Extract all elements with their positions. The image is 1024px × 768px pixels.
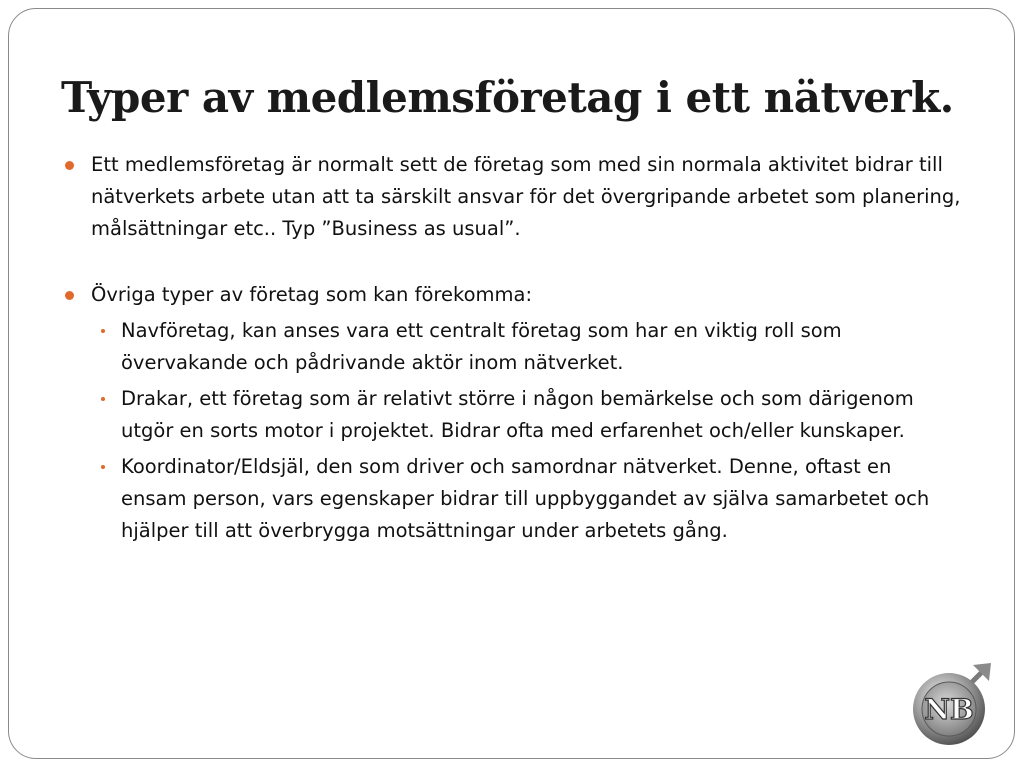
bullet-term: Koordinator/Eldsjäl [121,455,304,478]
sub-bullet-item [91,383,961,447]
bullet-dot-icon [65,291,74,300]
sub-bullet-text [121,455,929,542]
bullet-term: Drakar, [121,387,194,410]
slide [8,8,1015,759]
nb-logo-icon [909,659,999,749]
sub-bullet-dot-icon [101,329,105,333]
bullet-text: Övriga typer av företag som kan förekomma: [91,283,533,306]
bullet-term: medlemsföretag [124,153,286,176]
nb-logo-text: NB [924,693,974,726]
bullet-run: är normalt sett de företag som med sin normala aktivitet bidrar till nätverkets arbete utan att ta särskilt ansvar för det övergripande arbetet som planering, målsättningar etc.. Typ [91,153,961,240]
bullet-run: Ett [91,153,125,176]
bullet-term: ”Business as usual”. [321,217,521,240]
bullet-item [61,149,961,245]
bullet-run: kan anses vara ett centralt företag som har en viktig roll som övervakande och pådrivande aktör inom nätverket. [121,319,842,374]
sub-bullet-dot-icon [101,397,105,401]
bullet-list [61,149,961,547]
sub-bullet-item [91,451,961,547]
bullet-dot-icon [65,161,74,170]
slide-title: Typer av medlemsföretag i ett nätverk. [61,73,954,122]
bullet-term: Navföretag, [121,319,236,342]
sub-bullet-dot-icon [101,465,105,469]
bullet-run: ett företag som är relativt större i någon bemärkelse och som därigenom utgör en sorts motor i projektet. Bidrar ofta med erfarenhet och/eller kunskaper. [121,387,914,442]
bullet-item [61,279,961,547]
slide-content [61,149,961,547]
sub-bullet-list [91,315,961,547]
sub-bullet-text [121,319,842,374]
bullet-text [91,153,961,240]
sub-bullet-text [121,387,914,442]
sub-bullet-item [91,315,961,379]
bullet-run: , den som driver och samordnar nätverket. Denne, oftast en ensam person, vars egenskaper bidrar till uppbyggandet av själva samarbetet och hjälper till att överbrygga motsättningar under arbetets gång. [121,455,930,542]
